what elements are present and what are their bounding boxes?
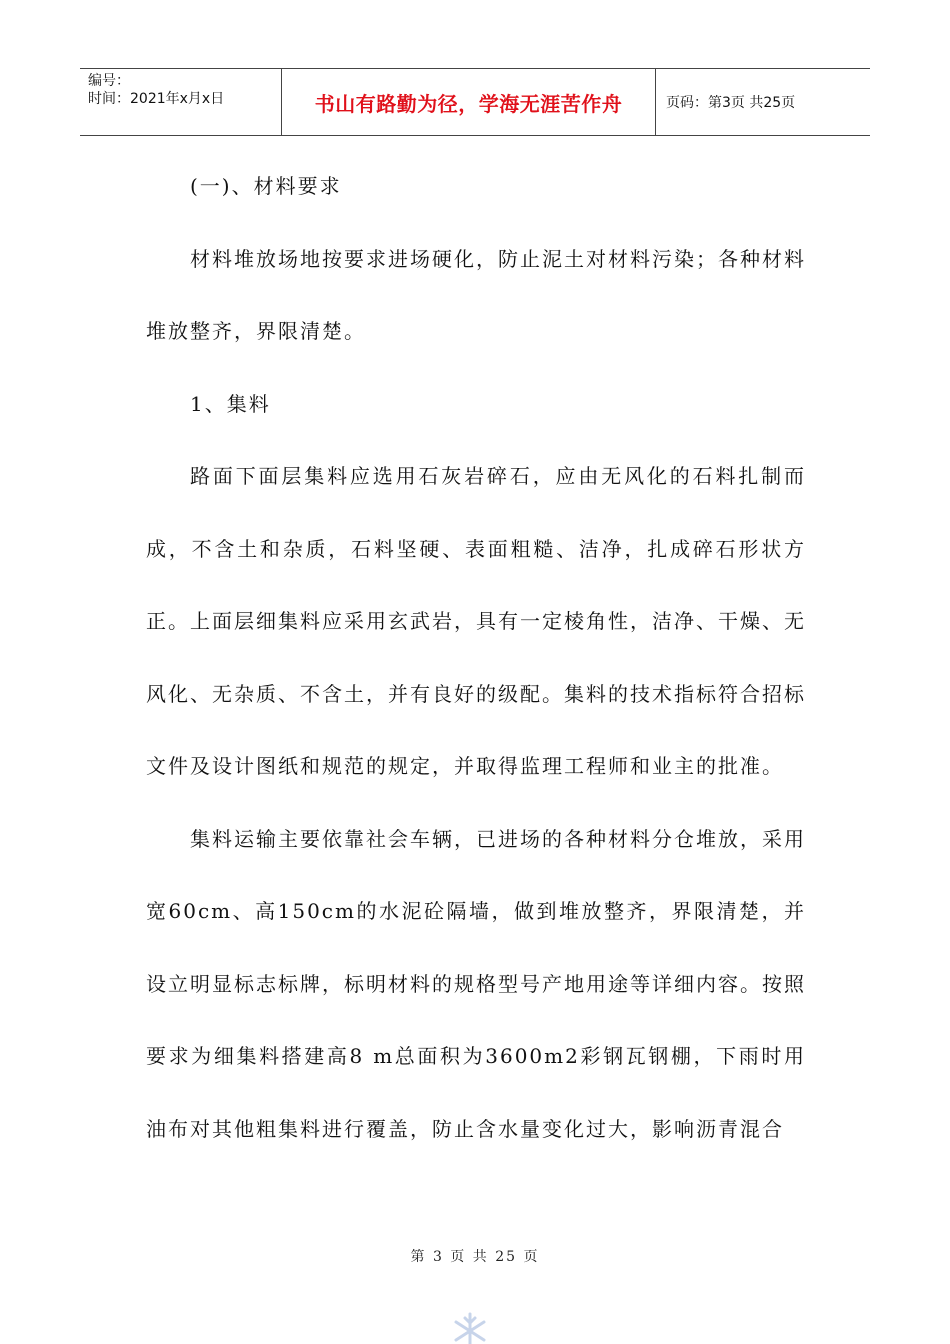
snowflake-watermark-icon — [448, 1310, 492, 1344]
section-heading: (一)、材料要求 — [190, 174, 342, 198]
header-motto: 书山有路勤为径，学海无涯苦作舟 — [282, 69, 656, 135]
body-paragraph: 集料运输主要依靠社会车辆，已进场的各种材料分仓堆放，采用宽60cm、高150cm的水泥砼隔墙，做到堆放整齐，界限清楚，并设立明显标志标牌，标明材料的规格型号产地用途等详细内容。按照要求为细集料搭建高8 m总面积为3600m2彩钢瓦钢棚，下雨时用油布对其他粗集料进行覆盖，防止含水量变化过大，影响沥青混合 — [146, 826, 806, 1141]
header-page-info: 页码：第3页 共25页 — [666, 95, 796, 111]
number-label: 编号： — [88, 73, 130, 89]
header-meta — [80, 69, 282, 135]
document-header — [80, 68, 870, 136]
page-footer: 第 3 页 共 25 页 — [410, 1249, 540, 1265]
document-body — [146, 150, 806, 1165]
date-label: 时间：2021年x月x日 — [88, 91, 225, 107]
body-paragraph: 材料堆放场地按要求进场硬化，防止泥土对材料污染；各种材料堆放整齐，界限清楚。 — [146, 246, 806, 343]
subsection-heading: 1、集料 — [190, 391, 271, 416]
body-paragraph: 路面下面层集料应选用石灰岩碎石，应由无风化的石料扎制而成，不含土和杂质，石料坚硬、表面粗糙、洁净，扎成碎石形状方正。上面层细集料应采用玄武岩，具有一定棱角性，洁净、干燥、无风化、无杂质、不含土，并有良好的级配。集料的技术指标符合招标文件及设计图纸和规范的规定，并取得监理工程师和业主的批准。 — [146, 464, 806, 778]
